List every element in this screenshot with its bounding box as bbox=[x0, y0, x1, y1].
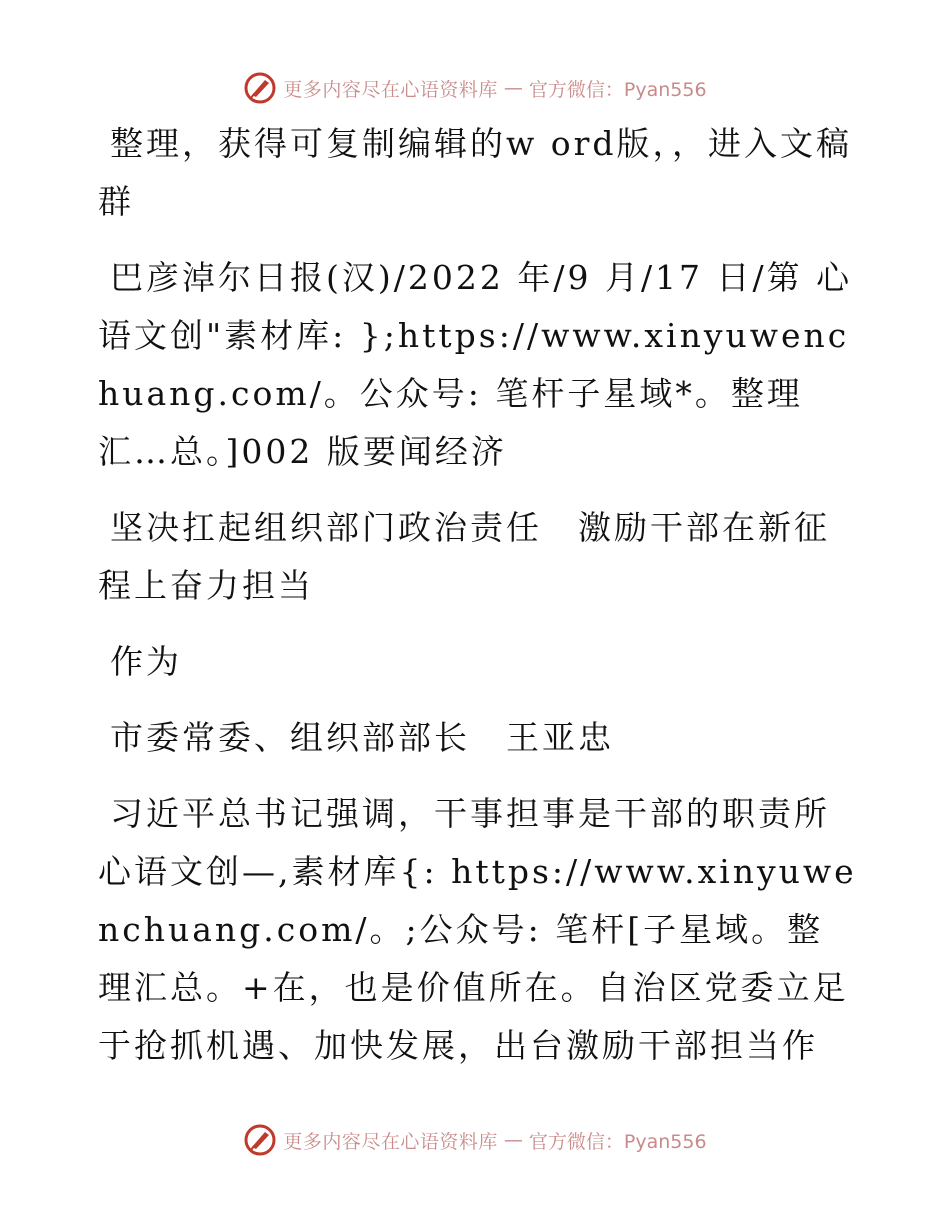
footer-banner-text: 更多内容尽在心语资料库 bbox=[283, 1130, 498, 1153]
quill-logo-icon bbox=[243, 1123, 277, 1157]
paragraph-4: 作为 bbox=[110, 642, 182, 681]
header-banner-text: 更多内容尽在心语资料库 bbox=[283, 78, 498, 101]
footer-wechat-id: 官方微信：Pyan556 bbox=[528, 1130, 707, 1153]
paragraph-author: 市委常委、组织部部长 王亚忠 bbox=[110, 718, 614, 757]
paragraph-2: 巴彦淖尔日报(汉)/2022 年/9 月/17 日/第 心语文创"素材库: };https://www.xinyuwenchuang.com/。公众号: 笔杆子星域*。整理汇…总。]002 版要闻经济 bbox=[98, 258, 853, 471]
paragraph-1: 整理，获得可复制编辑的w ord版，，进入文稿群 bbox=[98, 124, 853, 221]
quill-logo-icon bbox=[243, 71, 277, 105]
header-banner bbox=[0, 68, 950, 108]
paragraph-6: 习近平总书记强调，干事担事是干部的职责所心语文创—,素材库{: https://www.xinyuwenchuang.com/。;公众号: 笔杆[子星域。整理汇总。+在，也是价值所在。自治区党委立足于抢抓机遇、加快发展，出台激励干部担当作 bbox=[98, 794, 857, 1065]
document-body bbox=[98, 115, 858, 1093]
footer-banner-separator: — bbox=[503, 1129, 523, 1151]
footer-banner bbox=[0, 1120, 950, 1160]
paragraph-title: 坚决扛起组织部门政治责任 激励干部在新征程上奋力担当 bbox=[98, 508, 830, 605]
header-wechat-id: 官方微信：Pyan556 bbox=[528, 78, 707, 101]
header-banner-separator: — bbox=[503, 77, 523, 99]
